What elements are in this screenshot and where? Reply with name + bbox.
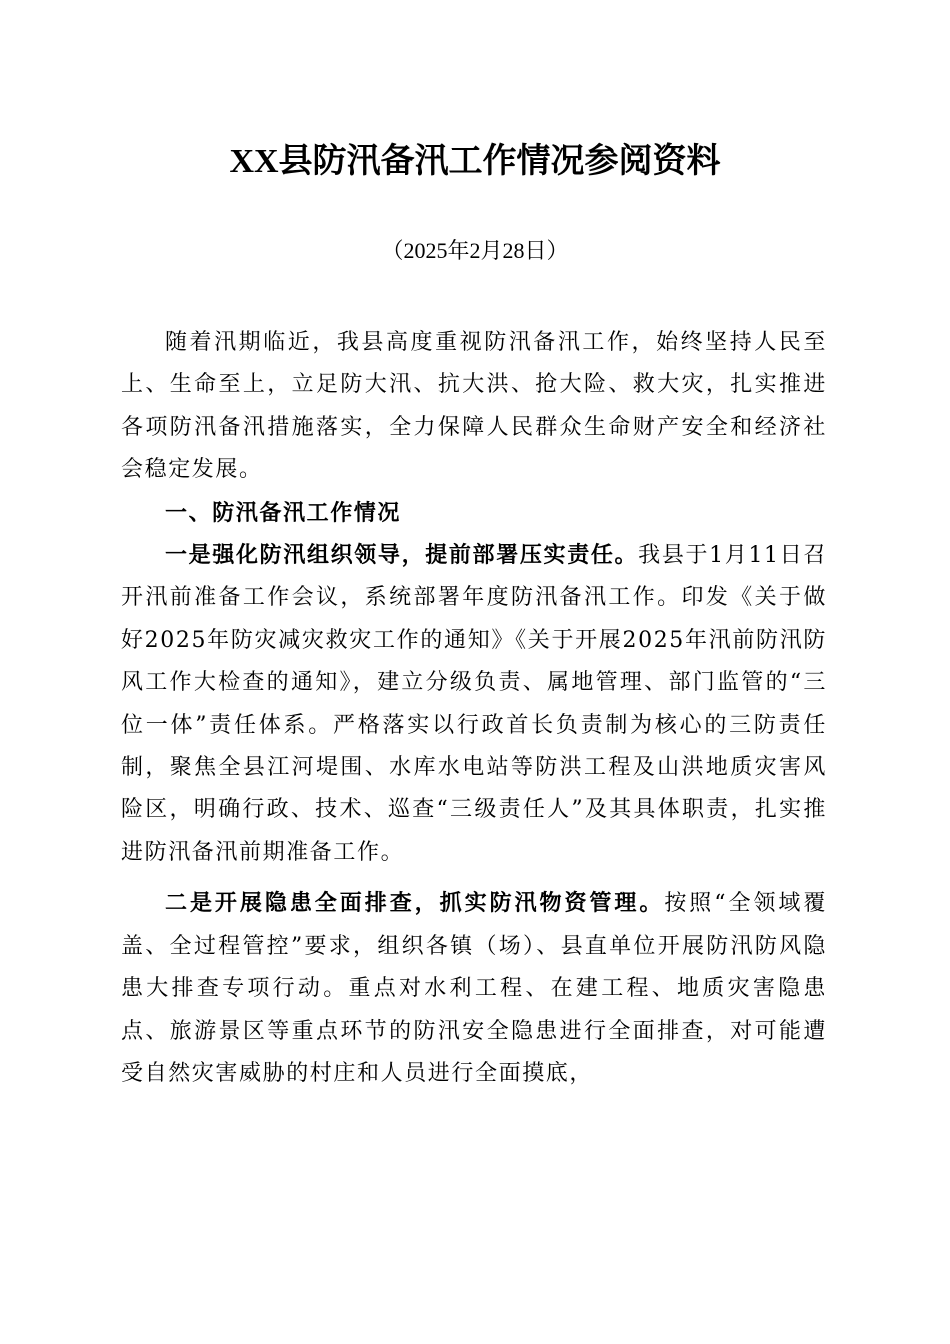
- document-date: （2025年2月28日）: [381, 238, 569, 263]
- paragraph-2-lead: 二是开展隐患全面排查，抓实防汛物资管理。: [165, 890, 665, 917]
- document-body: [121, 322, 827, 1095]
- paragraph-2: [121, 882, 827, 1095]
- paragraph-2-text: 按照“全领域覆盖、全过程管控”要求，组织各镇（场）、县直单位开展防汛防风隐患大排查专项行动。重点对水利工程、在建工程、地质灾害隐患点、旅游景区等重点环节的防汛安全隐患进行全面排查，对可能遭受自然灾害威胁的村庄和人员进行全面摸底，: [121, 891, 827, 1086]
- section-heading-1: 一、防汛备汛工作情况: [165, 499, 402, 526]
- paragraph-1-lead: 一是强化防汛组织领导，提前部署压实责任。: [165, 542, 639, 569]
- intro-paragraph: 随着汛期临近，我县高度重视防汛备汛工作，始终坚持人民至上、生命至上，立足防大汛、抗大洪、抢大险、救大灾，扎实推进各项防汛备汛措施落实，全力保障人民群众生命财产安全和经济社会稳定发展。: [121, 330, 827, 483]
- paragraph-1-text: 我县于1月11日召开汛前准备工作会议，系统部署年度防汛备汛工作。印发《关于做好2025年防灾减灾救灾工作的通知》《关于开展2025年汛前防汛防风工作大检查的通知》，建立分级负责、属地管理、部门监管的“三位一体”责任体系。严格落实以行政首长负责制为核心的三防责任制，聚焦全县江河堤围、水库水电站等防洪工程及山洪地质灾害风险区，明确行政、技术、巡查“三级责任人”及其具体职责，扎实推进防汛备汛前期准备工作。: [121, 543, 827, 865]
- document-title: XX县防汛备汛工作情况参阅资料: [229, 143, 721, 180]
- paragraph-1: [121, 534, 827, 874]
